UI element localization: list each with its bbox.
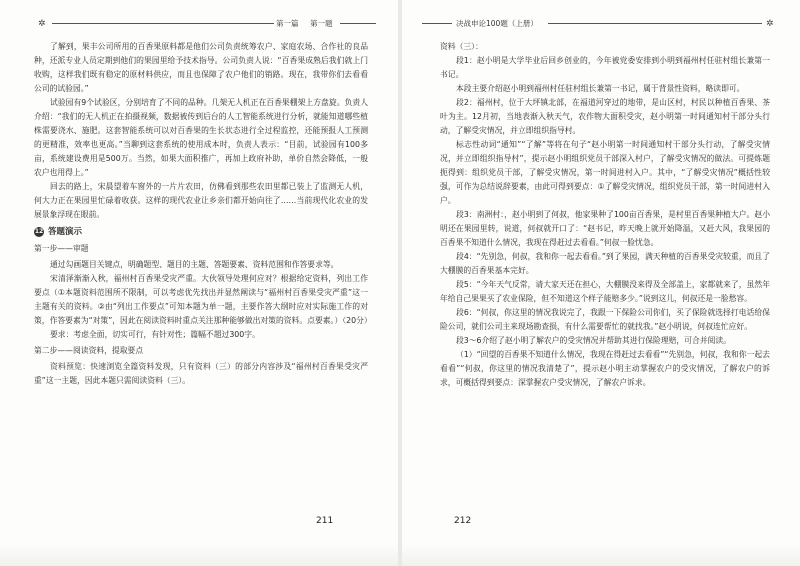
paragraph: 了解到，果丰公司所用的百香果原料都是他们公司负责统筹农户、家庭农场、合作社的良品种，还派专业人员定期到他们的果园里给予技术指导。公司负责人说：“百香果成熟后我们就上门收购，这样我们既有稳定的原材料供应，而且也保障了农户他们的销路。现在，我带你们去看看公司的试验园。”	[34, 42, 368, 93]
page-number: 212	[454, 516, 472, 526]
paragraph: 段5：“今年天气反常，请大家天还在担心，大棚膜没来得及全部盖上，家都就来了，虽然年年给自己果果买了农业保险，但不知道这个样子能赔多少。”说到这儿，何叔还是一脸愁容。	[440, 280, 770, 303]
paragraph: 段3～6介绍了赵小明了解农户的受灾情况并帮助其进行保险理赔，可合并阅读。	[456, 336, 732, 345]
right-header	[402, 16, 800, 30]
left-header-chapter: 第一篇	[276, 19, 299, 28]
paragraph: 通过勾画题目关键点，明确题型、题目的主题、答题要素、资料范围和作答要求等。	[50, 260, 339, 269]
left-page	[0, 0, 398, 566]
paragraph: 标志性动词“通知”“了解”等将在句子“赵小明第一时间通知村干部分头行动，了解受灾情况，并立即组织指导村”，提示赵小明组织党员干部深入村户，了解受灾情况的做法。可提炼题扼得到：组织党员干部，了解受灾情况，第一时间进村入户。其中，“了解受灾情况”概括性较强，可作为总结说辞要素，由此可得到要点：①了解受灾情况，组织党员干部，第一时间进村入户。	[440, 140, 770, 205]
paragraph: 资料预览：快速浏览全篇资料发现，只有资料（三）的部分内容涉及“福州村百香果受灾严重”这一主题，因此本题只需阅读资料（三）。	[34, 362, 368, 385]
header-rule	[422, 23, 452, 24]
step-title: 第二步——阅读资料，提取要点	[34, 346, 144, 355]
right-page	[402, 0, 800, 566]
paragraph: 段4：“先别急，何叔，我和你一起去看看。”到了果园，满天种植的百香果受灾较重，而且了大棚膜的百香果基本完好。	[440, 252, 770, 275]
section-badge-icon: 12	[34, 228, 44, 235]
paragraph: （1）“回望的百香果不知道什么情况，我现在得赶过去看看”“先别急，何叔，我和你一起去看看”“何叔，你这里的情况我清楚了”，提示赵小明主动掌握农户的受灾情况，了解农户的诉求，可概括得到要点：深掌握农户受灾情况，了解农户诉求。	[440, 350, 770, 387]
paragraph: 段2：福州村，位于大坪镇北部，在福道河穿过的地带，是山区村，村民以种植百香果、茶叶为主。12月初，当地表渐入秋天气，农作物大面积受灾，赵小明第一时间通知村干部分头行动，了解受灾情况，并立即组织指导村。	[440, 98, 770, 135]
paragraph: 试验园有9个试验区，分别培育了不同的品种。几架无人机正在百香果棚架上方盘旋。负责人介绍：“我们的无人机正在拍摄视频，数据被传到后台的人工智能系统进行分析，就能知道哪些植株需要浇水、施肥。这套智能系统可以对百香果的生长状态进行全过程监控，还能预报人工预测的更精准，效率也更高。”当聊到这套系统的使用成本时，负责人表示：“目前，试验园有100多亩，系统建设费用是500万。当然，如果大面积推广，再加上政府补助，单价自然会降低，一般农户也用得上。”	[34, 98, 368, 177]
page-number: 211	[316, 516, 334, 526]
right-header-book-title: 决战申论100题（上册）	[456, 19, 538, 28]
section-title	[34, 225, 368, 239]
header-rule-end	[548, 23, 762, 24]
left-header	[0, 16, 398, 30]
material-heading: 资料（三）：	[440, 42, 483, 51]
section-title-text: 答题演示	[48, 227, 83, 237]
question-paragraph: 宋清泽渐渐入秋，福州村百香果受灾严重。大伙领导处理何应对？根据给定资料，列出工作要点（①本题资料范围所不限制，可以考虑优先找出并显然阐读与“福州村百香果受灾严重”这一主题有关的资料。②由“列出工作要点”可知本题为单一题，主要作答大纲时应对实际施工作的对策，作答要素为“对策”，因此在阅读资料时重点关注那种能够做出对策的资料。点要素。）（20分）	[34, 274, 372, 325]
star-ornament-icon: ✲	[38, 19, 46, 29]
requirement-paragraph: 要求：考虑全面，切实可行，有针对性；篇幅不超过300字。	[50, 330, 260, 339]
paragraph: 段3：南洲村：，赵小明到了何叔，他家果种了100亩百香果，是村里百香果种植大户。赵小明还在果园里转，说道，何叔就开口了：“赵书记，昨天晚上就开始降温，又赶大风，我果园的百香果不知道什么情况，我现在得赶过去看看。”何叔一脸忧急。	[440, 210, 770, 247]
paragraph: 回去的路上，宋晨望着车窗外的一片片农田，仿佛看到那些农田里都已装上了监测无人机，何大力正在果园里忙碌着收获。这样的现代农业让乡亲们都开始向往了……当前现代化农业的发展景象浮现在眼前。	[34, 182, 368, 219]
left-header-section: 第一题	[310, 19, 333, 28]
left-body	[34, 40, 372, 388]
header-rule	[52, 23, 274, 24]
paragraph: 段6：“何叔，你这里的情况我说完了，我跟一下保险公司你们，买了保险就选择打电话给保险公司，就们公司主来现场勘查损，有什么需要帮忙的就找我。”赵小明说，何叔连忙应好。	[440, 308, 770, 331]
scan-edge	[0, 544, 398, 566]
step-title: 第一步——审题	[34, 244, 89, 253]
paragraph: 段1：赵小明是大学毕业后回乡创业的，今年被党委安排到小明到福州村任驻村组长兼第一书记。	[440, 56, 770, 79]
paragraph: 本段主要介绍赵小明到福州村任驻村组长兼第一书记，属于背景性资料，略读即可。	[456, 84, 745, 93]
star-ornament-icon: ✲	[766, 19, 774, 29]
right-body	[440, 40, 770, 390]
scan-edge	[402, 544, 800, 566]
header-rule-end	[340, 23, 376, 24]
